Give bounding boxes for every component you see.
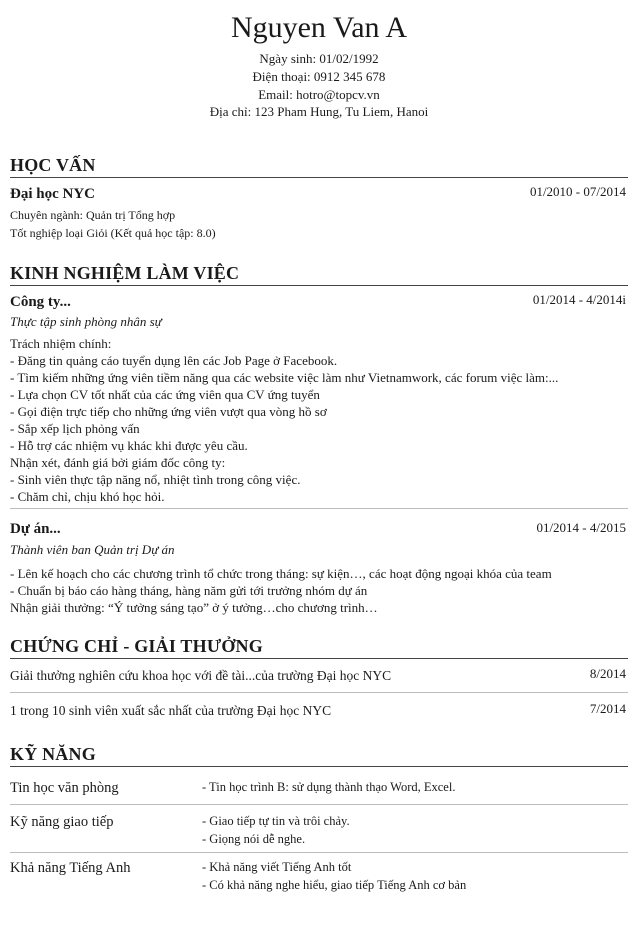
job-detail-line: - Sinh viên thực tập năng nổ, nhiệt tình trong công việc.: [10, 472, 301, 487]
skill-description: - Có khả năng nghe hiểu, giao tiếp Tiếng Anh cơ bản: [202, 878, 467, 892]
date-of-birth: Ngày sinh: 01/02/1992: [259, 51, 379, 66]
project-date: 01/2014 - 4/2015: [536, 520, 626, 535]
education-major: Chuyên ngành: Quản trị Tổng hợp: [10, 208, 176, 222]
award-item: Giải thưởng nghiên cứu khoa học với đề tài...của trường Đại học NYC: [10, 668, 392, 683]
job-detail-line: - Lựa chọn CV tốt nhất của các ứng viên qua CV ứng tuyển: [10, 387, 320, 402]
section-divider: [10, 658, 628, 659]
company-name: Công ty...: [10, 294, 71, 310]
entry-divider: [10, 508, 628, 509]
email-address: Email: hotro@topcv.vn: [258, 87, 380, 102]
skill-description: - Giao tiếp tự tin và trôi chảy.: [202, 814, 350, 828]
entry-divider: [10, 692, 628, 693]
skill-description: - Giọng nói dễ nghe.: [202, 832, 306, 846]
job-detail-line: - Sắp xếp lịch phỏng vấn: [10, 421, 140, 436]
section-divider: [10, 285, 628, 286]
skill-name: Tin học văn phòng: [10, 780, 119, 796]
job-detail-line: Nhận xét, đánh giá bởi giám đốc công ty:: [10, 455, 226, 470]
project-role: Thành viên ban Quản trị Dự án: [10, 542, 175, 557]
project-detail-line: - Lên kế hoạch cho các chương trình tổ chức trong tháng: sự kiện…, các hoạt động ngoại khóa của team: [10, 566, 552, 581]
award-date: 8/2014: [589, 666, 626, 681]
job-detail-line: - Tìm kiếm những ứng viên tiềm năng qua các website việc làm như Vietnamwork, các forum việc làm:...: [10, 370, 559, 385]
job-detail-line: - Đăng tin quảng cáo tuyển dụng lên các Job Page ở Facebook.: [10, 353, 338, 368]
education-heading: HỌC VẤN: [10, 155, 96, 175]
skill-name: Kỹ năng giao tiếp: [10, 814, 114, 830]
project-detail-line: Nhận giải thưởng: “Ý tưởng sáng tạo” ở ý tưởng…cho chương trình…: [10, 600, 378, 615]
project-name: Dự án...: [10, 521, 61, 537]
award-date: 7/2014: [589, 701, 626, 716]
phone-number: Điện thoại: 0912 345 678: [252, 69, 386, 84]
job-detail-line: Trách nhiệm chính:: [10, 336, 112, 351]
entry-divider: [10, 804, 628, 805]
section-divider: [10, 766, 628, 767]
candidate-name: Nguyen Van A: [230, 11, 408, 44]
award-item: 1 trong 10 sinh viên xuất sắc nhất của trường Đại học NYC: [10, 703, 332, 718]
job-detail-line: - Hỗ trợ các nhiệm vụ khác khi được yêu cầu.: [10, 438, 248, 453]
experience-heading: KINH NGHIỆM LÀM VIỆC: [10, 263, 240, 283]
awards-heading: CHỨNG CHỈ - GIẢI THƯỞNG: [10, 636, 263, 656]
home-address: Địa chỉ: 123 Pham Hung, Tu Liem, Hanoi: [209, 104, 429, 119]
job-role: Thực tập sinh phòng nhân sự: [10, 314, 162, 329]
entry-divider: [10, 852, 628, 853]
job-detail-line: - Gọi điện trực tiếp cho những ứng viên vượt qua vòng hồ sơ: [10, 404, 327, 419]
skill-description: - Tin học trình B: sử dụng thành thạo Word, Excel.: [202, 780, 456, 794]
job-detail-line: - Chăm chỉ, chịu khó học hỏi.: [10, 489, 165, 504]
skill-name: Khả năng Tiếng Anh: [10, 860, 131, 876]
project-detail-line: - Chuẩn bị báo cáo hàng tháng, hàng năm gửi tới trưởng nhóm dự án: [10, 583, 368, 598]
education-grade: Tốt nghiệp loại Giỏi (Kết quả học tập: 8.0): [10, 226, 216, 240]
skill-description: - Khả năng viết Tiếng Anh tốt: [202, 860, 352, 874]
education-date: 01/2010 - 07/2014: [529, 184, 626, 199]
section-divider: [10, 177, 628, 178]
skills-heading: KỸ NĂNG: [10, 744, 96, 764]
school-name: Đại học NYC: [10, 186, 95, 202]
job-date: 01/2014 - 4/2014i: [532, 292, 626, 307]
